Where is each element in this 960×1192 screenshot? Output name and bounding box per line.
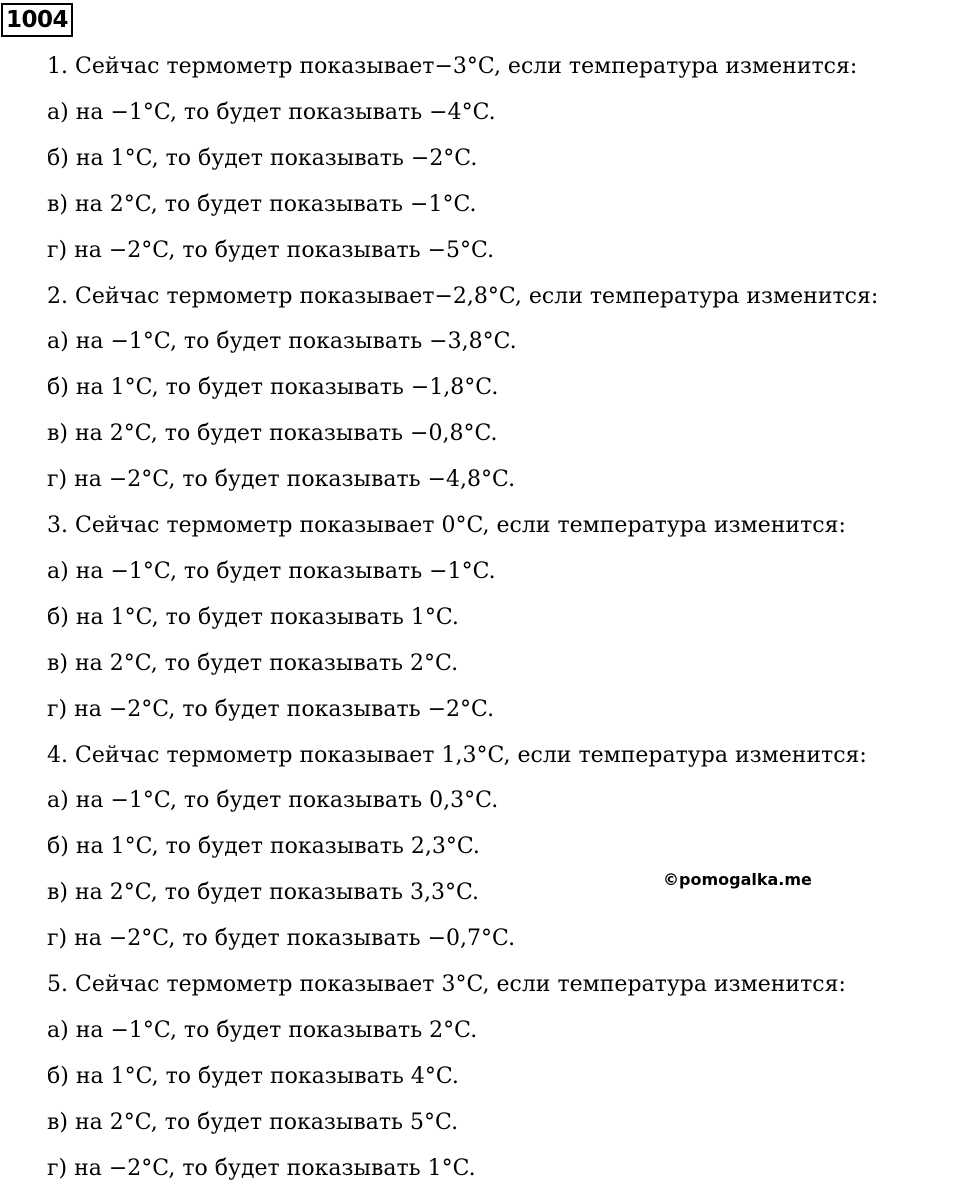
case-answer: а) на −1°C, то будет показывать −3,8°C. [47, 329, 517, 354]
case-answer: в) на 2°C, то будет показывать −0,8°C. [47, 421, 498, 446]
case-heading: 3. Сейчас термометр показывает 0°C, если температура изменится: [47, 513, 846, 538]
case-answer: а) на −1°C, то будет показывать 0,3°C. [47, 788, 499, 813]
case-answer: г) на −2°C, то будет показывать −5°C. [47, 238, 495, 263]
case-answer: в) на 2°C, то будет показывать 3,3°C. [47, 880, 480, 905]
case-answer: б) на 1°C, то будет показывать 4°C. [47, 1064, 459, 1089]
case-heading: 2. Сейчас термометр показывает−2,8°C, если температура изменится: [47, 284, 879, 309]
watermark: ©pomogalka.me [663, 870, 812, 889]
case-answer: б) на 1°C, то будет показывать 2,3°C. [47, 834, 480, 859]
case-answer: а) на −1°C, то будет показывать −4°C. [47, 100, 496, 125]
case-answer: г) на −2°C, то будет показывать 1°C. [47, 1156, 476, 1181]
case-heading: 1. Сейчас термометр показывает−3°C, если температура изменится: [47, 54, 858, 79]
case-answer: б) на 1°C, то будет показывать −1,8°C. [47, 375, 499, 400]
case-answer: а) на −1°C, то будет показывать 2°C. [47, 1018, 478, 1043]
case-answer: а) на −1°C, то будет показывать −1°C. [47, 559, 496, 584]
case-answer: г) на −2°C, то будет показывать −4,8°C. [47, 467, 516, 492]
case-heading: 4. Сейчас термометр показывает 1,3°C, если температура изменится: [47, 743, 867, 768]
case-answer: в) на 2°C, то будет показывать 5°C. [47, 1110, 459, 1135]
case-heading: 5. Сейчас термометр показывает 3°C, если температура изменится: [47, 972, 846, 997]
case-answer: г) на −2°C, то будет показывать −2°C. [47, 697, 495, 722]
case-answer: б) на 1°C, то будет показывать 1°C. [47, 605, 459, 630]
problem-number: 1004 [1, 3, 73, 37]
case-answer: г) на −2°C, то будет показывать −0,7°C. [47, 926, 516, 951]
case-answer: в) на 2°C, то будет показывать 2°C. [47, 651, 459, 676]
case-answer: б) на 1°C, то будет показывать −2°C. [47, 146, 478, 171]
case-answer: в) на 2°C, то будет показывать −1°C. [47, 192, 477, 217]
